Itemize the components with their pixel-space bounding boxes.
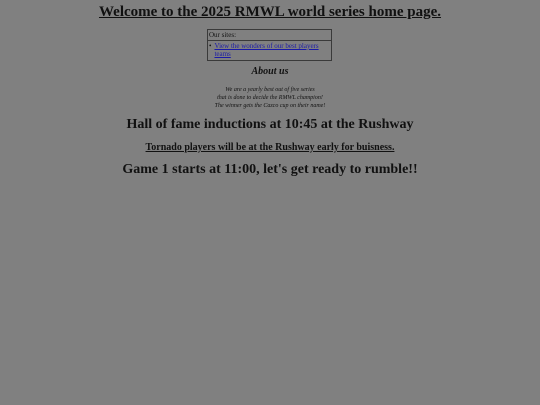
our-sites-list	[209, 42, 330, 58]
hall-of-fame-announcement: Hall of fame inductions at 10:45 at the Rushway	[126, 117, 414, 132]
about-heading: About us	[251, 66, 289, 77]
our-sites-list-cell	[208, 41, 331, 60]
game-1-announcement: Game 1 starts at 11:00, let's get ready to rumble!!	[122, 162, 418, 177]
list-item	[209, 42, 330, 58]
about-text	[0, 86, 540, 110]
about-line: We are a yearly best out of five series	[225, 87, 315, 93]
page-title: Welcome to the 2025 RMWL world series home page.	[98, 4, 442, 20]
about-line: The winner gets the Cazco cup on their name!	[214, 103, 326, 109]
tornado-announcement: Tornado players will be at the Rushway early for buisness.	[145, 142, 395, 153]
our-sites-box	[207, 29, 332, 61]
our-sites-caption: Our sites:	[208, 30, 331, 41]
about-line: that is done to decide the RMWL champion!	[217, 95, 323, 101]
best-players-teams-link[interactable]: View the wonders of our best players teams	[214, 42, 319, 58]
bullet-icon: •	[209, 42, 212, 50]
